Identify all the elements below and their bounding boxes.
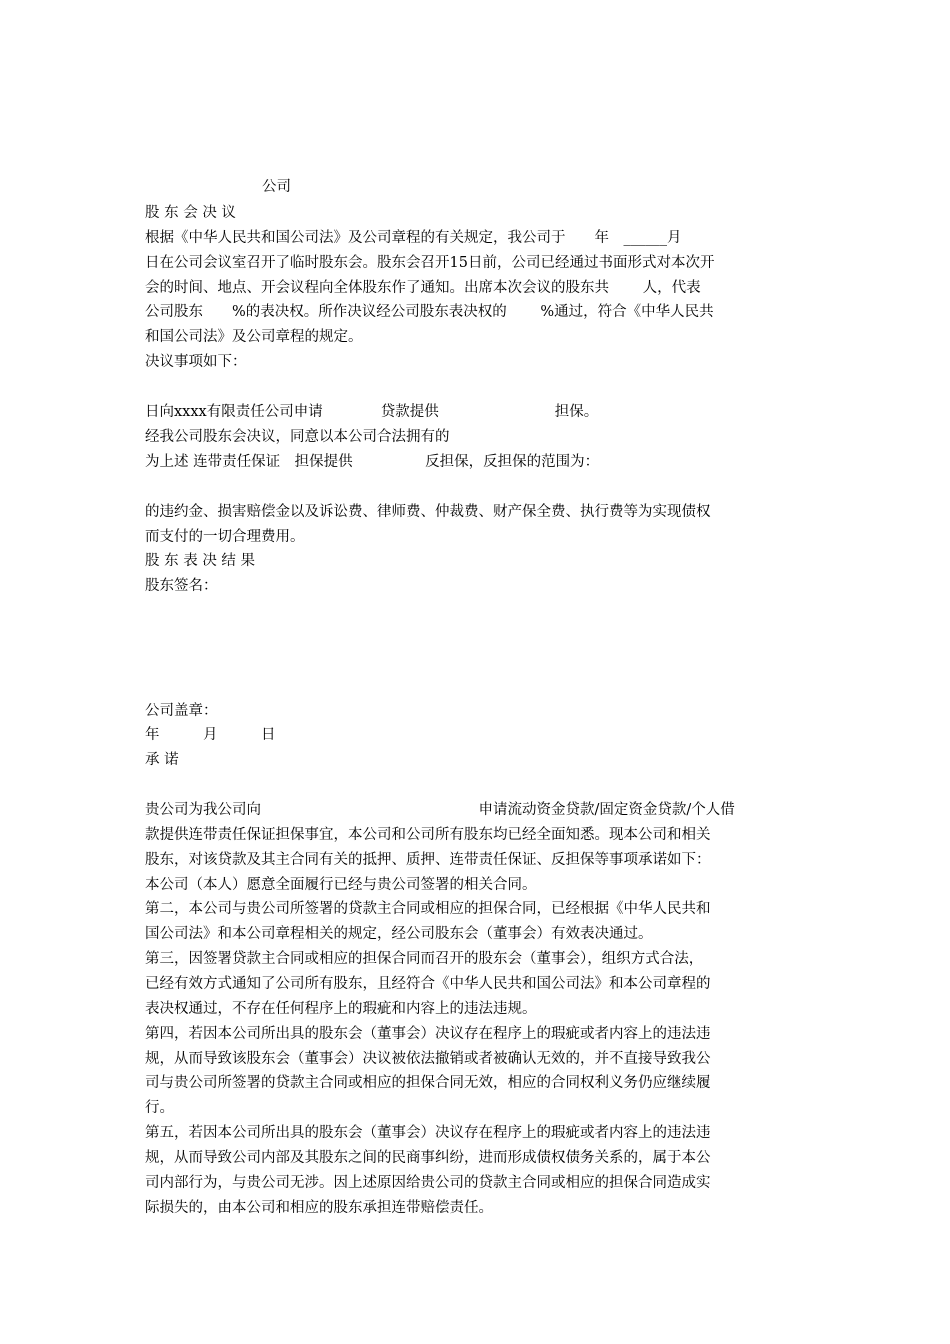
vote-result-title: 股 东 表 决 结 果 — [145, 553, 256, 569]
resolution-paragraph-line — [145, 477, 735, 497]
resolution-item-line: 经我公司股东会决议，同意以本公司合法拥有的 — [145, 429, 450, 445]
commitment-line: 规，从而导致该股东会（董事会）决议被依法撤销或者被确认无效的，并不直接导致我公 — [145, 1051, 711, 1067]
commitment-title: 承 诺 — [145, 752, 179, 768]
commitment-line: 贵公司为我公司向 申请流动资金贷款/固定资金贷款/个人借 — [145, 802, 735, 818]
resolution-item-line: 日向xxxx有限责任公司申请 贷款提供 担保。 — [145, 404, 599, 420]
commitment-line: 股东，对该贷款及其主合同有关的抵押、质押、连带责任保证、反担保等事项承诺如下： — [145, 852, 711, 868]
commitment-line: 规，从而导致公司内部及其股东之间的民商事纠纷，进而形成债权债务关系的，属于本公 — [145, 1150, 711, 1166]
commitment-line: 表决权通过，不存在任何程序上的瑕疵和内容上的违法违规。 — [145, 1001, 537, 1017]
commitment-line: 已经有效方式通知了公司所有股东，且经符合《中华人民共和国公司法》和本公司章程的 — [145, 976, 711, 992]
commitment-line: 国公司法》和本公司章程相关的规定，经公司股东会（董事会）有效表决通过。 — [145, 926, 653, 942]
commitment-line: 司与贵公司所签署的贷款主合同或相应的担保合同无效，相应的合同权利义务仍应继续履 — [145, 1075, 711, 1091]
commitment-line: 司内部行为，与贵公司无涉。因上述原因给贵公司的贷款主合同或相应的担保合同造成实 — [145, 1175, 711, 1191]
resolution-paragraph-line: 日在公司会议室召开了临时股东会。股东会召开15日前，公司已经通过书面形式对本次开 — [145, 255, 715, 271]
resolution-paragraph-line: 而支付的一切合理费用。 — [145, 529, 305, 545]
commitment-line: 本公司（本人）愿意全面履行已经与贵公司签署的相关合同。 — [145, 877, 537, 893]
commitment-line: 第五，若因本公司所出具的股东会（董事会）决议存在程序上的瑕疵或者内容上的违法违 — [145, 1125, 711, 1141]
commitment-line: 行。 — [145, 1100, 174, 1116]
resolution-paragraph-line: 的违约金、损害赔偿金以及诉讼费、律师费、仲裁费、财产保全费、执行费等为实现债权 — [145, 504, 711, 520]
commitment-line: 第二，本公司与贵公司所签署的贷款主合同或相应的担保合同，已经根据《中华人民共和 — [145, 901, 711, 917]
resolution-title: 股 东 会 决 议 — [145, 205, 236, 221]
company-name-line: 公司 — [262, 179, 291, 195]
resolution-items-heading: 决议事项如下： — [145, 354, 247, 370]
commitment-line: 款提供连带责任保证担保事宜，本公司和公司所有股东均已经全面知悉。现本公司和相关 — [145, 827, 711, 843]
resolution-paragraph-line: 根据《中华人民共和国公司法》及公司章程的有关规定，我公司于 年 ______月 — [145, 230, 682, 246]
commitment-line: 第三，因签署贷款主合同或相应的担保合同而召开的股东会（董事会），组织方式合法， — [145, 951, 704, 967]
resolution-item-line: 为上述 连带责任保证 担保提供 反担保，反担保的范围为： — [145, 454, 600, 470]
commitment-addressee-line — [145, 775, 350, 795]
resolution-paragraph-line: 和国公司法》及公司章程的规定。 — [145, 329, 363, 345]
commitment-line: 第四，若因本公司所出具的股东会（董事会）决议存在程序上的瑕疵或者内容上的违法违 — [145, 1026, 711, 1042]
commitment-line: 际损失的，由本公司和相应的股东承担连带赔偿责任。 — [145, 1200, 493, 1216]
company-seal-label: 公司盖章： — [145, 703, 218, 719]
date-line: 年 月 日 — [145, 727, 276, 743]
shareholder-signature-label: 股东签名： — [145, 578, 218, 594]
resolution-item-line — [145, 377, 178, 397]
resolution-paragraph-line: 会的时间、地点、开会议程向全体股东作了通知。出席本次会议的股东共 人，代表 — [145, 280, 701, 296]
resolution-paragraph-line: 公司股东 %的表决权。所作决议经公司股东表决权的 %通过，符合《中华人民共 — [145, 304, 714, 320]
